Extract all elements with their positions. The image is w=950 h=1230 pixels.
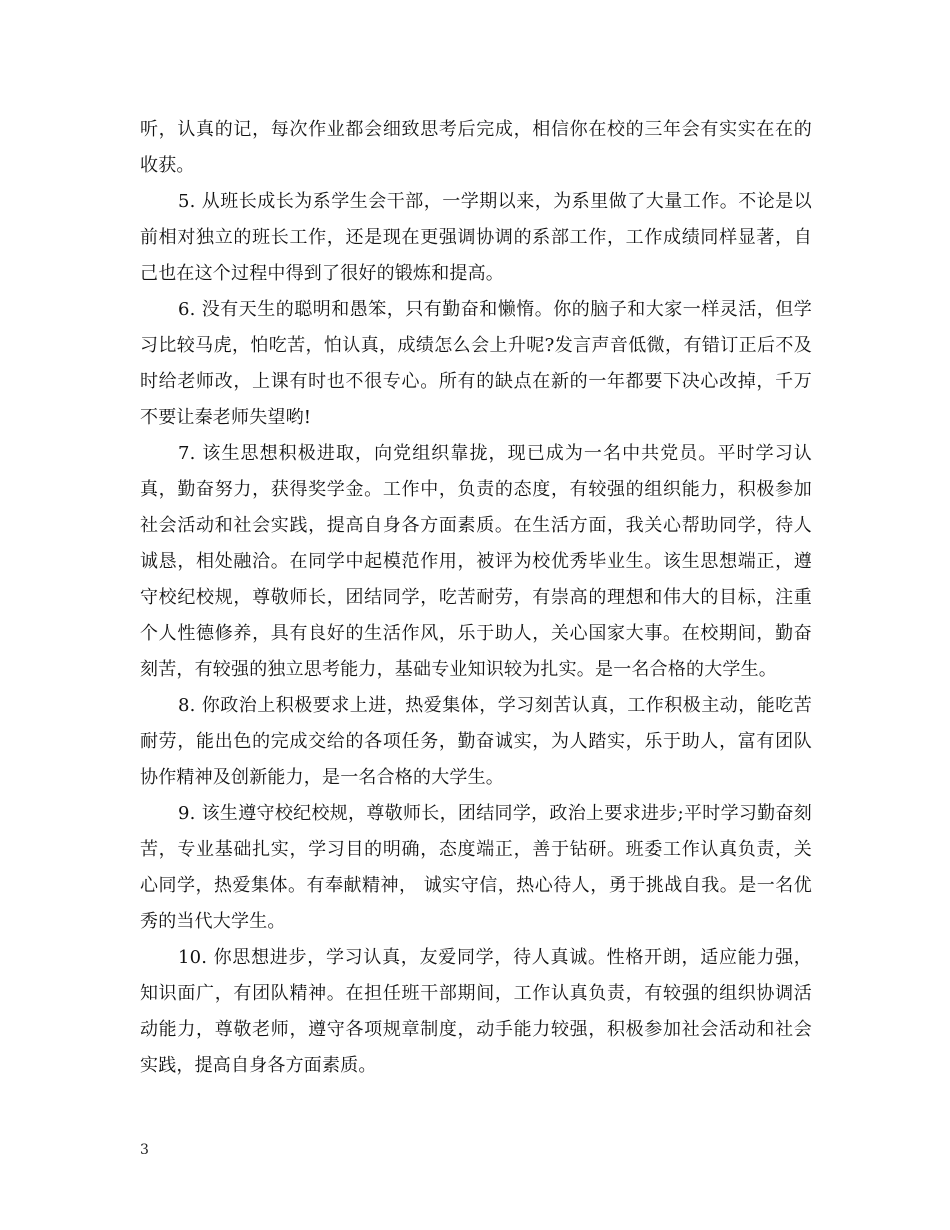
- document-body: [140, 112, 812, 1084]
- paragraph-item-10: 10. 你思想进步，学习认真，友爱同学，待人真诚。性格开朗，适应能力强，知识面广，有团队精神。在担任班干部期间，工作认真负责，有较强的组织协调活动能力，尊敬老师，遵守各项规章制度，动手能力较强，积极参加社会活动和社会实践，提高自身各方面素质。: [140, 947, 812, 1076]
- page-number: 3: [140, 1142, 149, 1158]
- paragraph-item-5: 5. 从班长成长为系学生会干部，一学期以来，为系里做了大量工作。不论是以前相对独立的班长工作，还是现在更强调协调的系部工作，工作成绩同样显著，自己也在这个过程中得到了很好的锻炼和提高。: [140, 191, 812, 284]
- paragraph-item-8: 8. 你政治上积极要求上进，热爱集体，学习刻苦认真，工作积极主动，能吃苦耐劳，能出色的完成交给的各项任务，勤奋诚实，为人踏实，乐于助人，富有团队协作精神及创新能力，是一名合格的大学生。: [140, 695, 812, 788]
- paragraph-item-9: 9. 该生遵守校纪校规，尊敬师长，团结同学，政治上要求进步;平时学习勤奋刻苦，专业基础扎实，学习目的明确，态度端正，善于钻研。班委工作认真负责，关心同学，热爱集体。有奉献精神， 诚实守信，热心待人，勇于挑战自我。是一名优秀的当代大学生。: [140, 803, 812, 932]
- paragraph-continuation: 听，认真的记，每次作业都会细致思考后完成，相信你在校的三年会有实实在在的收获。: [140, 119, 812, 176]
- paragraph-item-6: 6. 没有天生的聪明和愚笨，只有勤奋和懒惰。你的脑子和大家一样灵活，但学习比较马虎，怕吃苦，怕认真，成绩怎么会上升呢?发言声音低微，有错订正后不及时给老师改，上课有时也不很专心。所有的缺点在新的一年都要下决心改掉，千万不要让秦老师失望哟!: [140, 299, 812, 428]
- paragraph-item-7: 7. 该生思想积极进取，向党组织靠拢，现已成为一名中共党员。平时学习认真，勤奋努力，获得奖学金。工作中，负责的态度，有较强的组织能力，积极参加社会活动和社会实践，提高自身各方面素质。在生活方面，我关心帮助同学，待人诚恳，相处融洽。在同学中起模范作用，被评为校优秀毕业生。该生思想端正，遵守校纪校规，尊敬师长，团结同学，吃苦耐劳，有崇高的理想和伟大的目标，注重个人性德修养，具有良好的生活作风，乐于助人，关心国家大事。在校期间，勤奋刻苦，有较强的独立思考能力，基础专业知识较为扎实。是一名合格的大学生。: [140, 443, 812, 680]
